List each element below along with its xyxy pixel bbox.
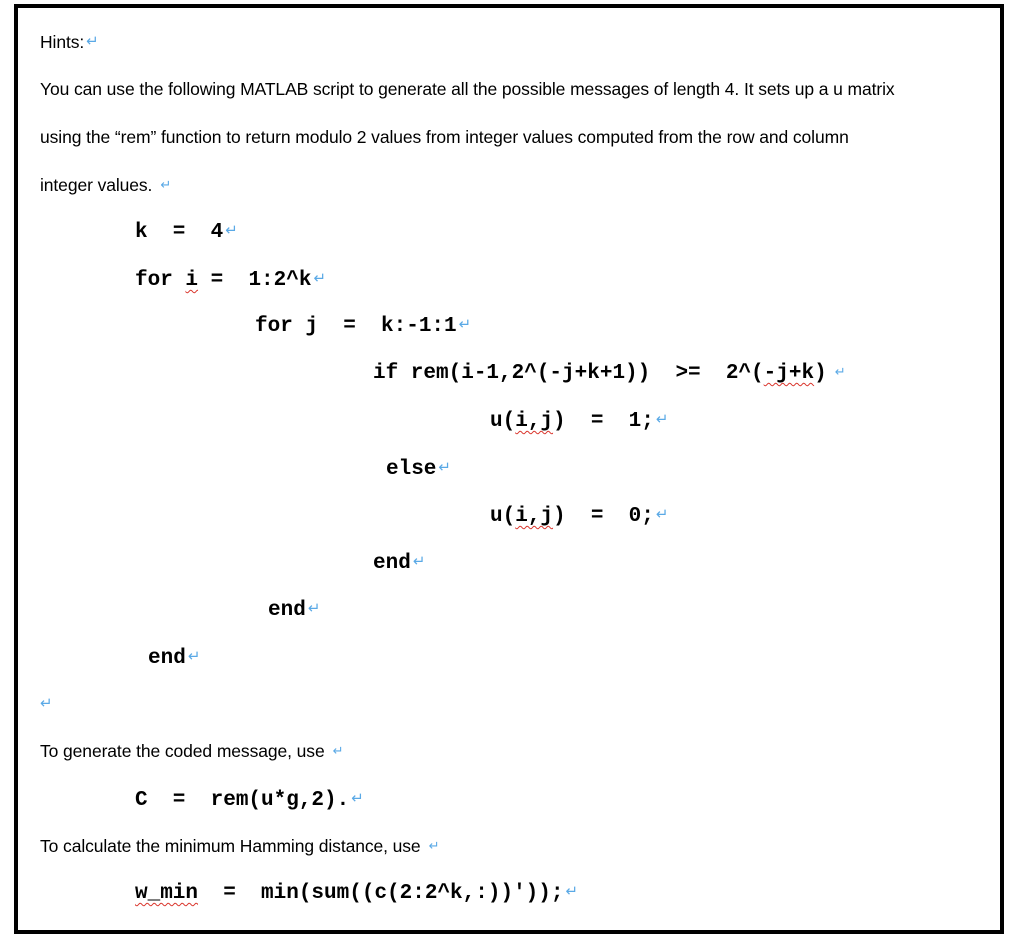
code-if [373, 363, 846, 384]
return-mark-icon: ↵ [412, 552, 426, 570]
code-var: i,j [515, 505, 554, 528]
coded-message-text [40, 743, 343, 761]
return-mark-icon: ↵ [655, 505, 669, 523]
code-for-i [135, 270, 326, 291]
code-else [386, 459, 451, 480]
prose-text: To generate the coded message, use [40, 741, 325, 761]
return-mark-icon: ↵ [438, 458, 451, 476]
code-text: u( [490, 410, 516, 433]
empty-paragraph [38, 696, 52, 714]
code-text: C = rem(u*g,2). [135, 789, 350, 812]
code-for-j [255, 316, 471, 337]
code-var: i,j [515, 410, 554, 433]
intro-line-2: using the “rem” function to return modulo 2 values from integer values computed from the row and column [40, 127, 849, 147]
return-mark-icon: ↵ [834, 365, 846, 380]
return-mark-icon: ↵ [160, 178, 172, 193]
return-mark-icon: ↵ [655, 410, 669, 428]
code-k-assign [135, 222, 238, 243]
intro-line-1: You can use the following MATLAB script to generate all the possible messages of length 4. It sets up a u matrix [40, 79, 895, 99]
prose-text: To calculate the minimum Hamming distance, use [40, 836, 421, 856]
intro-line-3-text: integer values. [40, 175, 153, 195]
code-text: k = 4 [135, 221, 224, 244]
return-mark-icon: ↵ [332, 744, 344, 759]
code-var: -j+k [763, 362, 815, 385]
code-text: u( [490, 505, 516, 528]
code-text: ) = 1; [553, 410, 654, 433]
return-mark-icon: ↵ [565, 882, 579, 900]
return-mark-icon: ↵ [40, 694, 53, 712]
code-end-for-i [148, 648, 200, 669]
hamming-text [40, 838, 439, 856]
code-hamming [135, 883, 578, 904]
intro-line-3 [40, 177, 171, 195]
code-end-if [373, 553, 425, 574]
return-mark-icon: ↵ [458, 315, 472, 333]
return-mark-icon: ↵ [86, 32, 99, 50]
hints-heading [40, 34, 99, 52]
code-text: ) [814, 362, 827, 385]
code-text: end [148, 647, 186, 670]
return-mark-icon: ↵ [428, 839, 440, 854]
code-var-w-min: w_min [135, 882, 199, 905]
code-var-i: i [185, 269, 199, 292]
return-mark-icon: ↵ [187, 647, 201, 665]
code-text: if rem(i-1,2^(-j+k+1)) >= 2^( [373, 362, 764, 385]
code-text: for [135, 269, 186, 292]
code-text: else [386, 458, 437, 481]
code-end-for-j [268, 600, 320, 621]
return-mark-icon: ↵ [225, 221, 238, 239]
code-assign-0 [490, 506, 668, 527]
return-mark-icon: ↵ [313, 269, 327, 287]
code-text: ) = 0; [553, 505, 654, 528]
code-text: for j = k:-1:1 [255, 315, 457, 338]
return-mark-icon: ↵ [351, 789, 364, 807]
code-coded-message [135, 790, 364, 811]
code-text: = 1:2^k [198, 269, 312, 292]
code-text: end [268, 599, 306, 622]
code-assign-1 [490, 411, 668, 432]
code-text: = min(sum((c(2:2^k,:))')); [198, 882, 564, 905]
hints-label: Hints: [40, 32, 85, 52]
return-mark-icon: ↵ [307, 599, 321, 617]
code-text: end [373, 552, 411, 575]
